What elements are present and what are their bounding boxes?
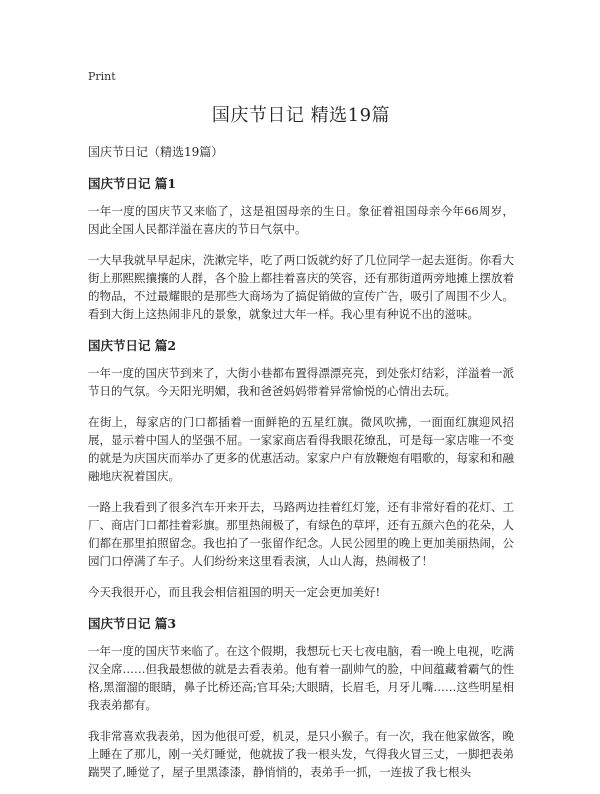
paragraph: 在街上，每家店的门口都插着一面鲜艳的五星红旗。微风吹拂，一面面红旗迎风招展，显示着中国人的坚强不屈。一家家商店看得我眼花缭乱，可是每一家店唯一不变的就是为庆国庆而举办了更多的优惠活动。家家户户有放鞭炮有唱歌的，每家和和融融地庆祝着国庆。 <box>88 415 514 483</box>
paragraph: 一大早我就早早起床，洗漱完毕，吃了两口饭就约好了几位同学一起去逛街。你看大街上那熙熙攘攘的人群，各个脸上都挂着喜庆的笑容，还有那街道两旁地摊上摆放着的物品，不过最耀眼的是那些大商场为了搞促销做的宣传广告，吸引了周围不少人。看到大街上这热闹非凡的景象，就象过大年一样。我心里有种说不出的滋味。 <box>88 253 514 321</box>
document-page <box>88 70 514 794</box>
diary-section <box>88 614 514 781</box>
paragraph: 我非常喜欢我表弟，因为他很可爱，机灵，是只小猴子。有一次，我在他家做客，晚上睡在了那儿，刚一关灯睡觉，他就拔了我一根头发，气得我火冒三丈，一脚把表弟踹哭了,睡觉了，屋子里黑漆漆，静悄悄的，表弟手一抓，一连拔了我七根头 <box>88 729 514 779</box>
paragraph: 今天我很开心，而且我会相信祖国的明天一定会更加美好! <box>88 585 381 599</box>
paragraph: 一年一度的国庆节来临了。在这个假期，我想玩七天七夜电脑，看一晚上电视，吃满汉全席……但我最想做的就是去看表弟。他有着一副帅气的脸，中间蕴藏着霸气的性格,黑溜溜的眼睛，鼻子比桥还高;官耳朵;大眼睛，长眉毛，月牙儿嘴……这些明星相我表弟都有。 <box>88 644 514 712</box>
diary-section <box>88 336 514 601</box>
print-link[interactable]: Print <box>88 70 116 83</box>
paragraph: 一路上我看到了很多汽车开来开去，马路两边挂着红灯笼，还有非常好看的花灯、工厂、商店门口都挂着彩旗。那里热闹极了，有绿色的草坪，还有五颜六色的花朵，人们都在那里拍照留念。我也拍了一张留作纪念。人民公园里的晚上更加美丽热闹，公园门口停满了车子。人们纷纷来这里看表演，人山人海，热闹极了！ <box>88 500 514 568</box>
paragraph: 一年一度的国庆节又来临了，这是祖国母亲的生日。象征着祖国母亲今年66周岁，因此全国人民都洋溢在喜庆的节日气氛中。 <box>88 204 514 236</box>
section-heading: 国庆节日记 篇1 <box>88 176 177 191</box>
document-title: 国庆节日记 精选19篇 <box>211 105 391 126</box>
document-subtitle: 国庆节日记（精选19篇） <box>88 145 224 159</box>
section-heading: 国庆节日记 篇3 <box>88 616 177 631</box>
diary-section <box>88 174 514 323</box>
paragraph: 一年一度的国庆节到来了，大街小巷都布置得漂漂亮亮，到处张灯结彩，洋溢着一派节日的气氛。今天阳光明媚，我和爸爸妈妈带着异常愉悦的心情出去玩。 <box>88 366 514 398</box>
section-heading: 国庆节日记 篇2 <box>88 338 177 353</box>
